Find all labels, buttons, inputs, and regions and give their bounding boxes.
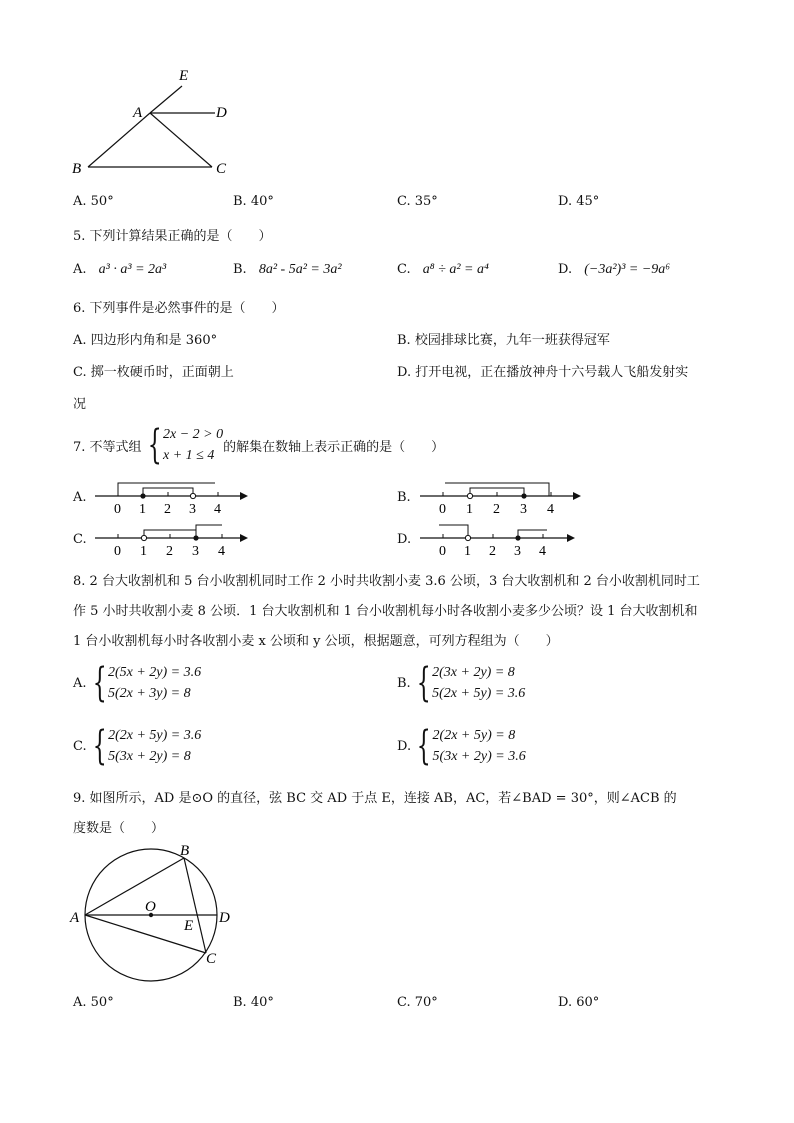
option-expr: a³ · a³ = 2a³ <box>98 262 167 277</box>
label-E: E <box>179 68 189 84</box>
option-letter: B. <box>397 675 411 691</box>
tick-3: 3 <box>189 502 196 517</box>
equation-line: 5(2x + 5y) = 3.6 <box>432 686 526 701</box>
equation-line: 5(3x + 2y) = 3.6 <box>432 749 526 764</box>
equation-line: 5(3x + 2y) = 8 <box>108 749 191 764</box>
tick-2: 2 <box>166 544 173 559</box>
q4-option-d[interactable]: D. 45° <box>558 194 600 209</box>
equation-system <box>108 662 201 704</box>
equation-line: 2(3x + 2y) = 8 <box>432 665 515 680</box>
q9-option-b[interactable]: B. 40° <box>233 995 274 1010</box>
q7-stem <box>73 424 444 466</box>
q7-option-b-number-line[interactable] <box>415 476 590 518</box>
tick-1: 1 <box>464 544 471 559</box>
option-letter: A. <box>73 262 87 277</box>
brace-icon: { <box>416 660 431 706</box>
q6-option-d[interactable]: D. 打开电视，正在播放神舟十六号载人飞船发射实 <box>397 365 689 380</box>
q8-option-a[interactable] <box>73 662 201 704</box>
brace-icon: { <box>416 723 431 769</box>
q7-option-d-letter[interactable]: D. <box>397 532 412 547</box>
q9-option-d[interactable]: D. 60° <box>558 995 600 1010</box>
tick-1: 1 <box>140 544 147 559</box>
q7-option-b-letter[interactable]: B. <box>397 490 411 505</box>
q8-stem-line-1: 8. 2 台大收割机和 5 台小收割机同时工作 2 小时共收割小麦 3.6 公顷，3 台大收割机和 2 台小收割机同时工 <box>73 574 700 589</box>
label-D: D <box>219 910 230 926</box>
q5-option-c[interactable] <box>397 262 489 278</box>
label-C: C <box>206 951 217 967</box>
q9-stem-line-1: 9. 如图所示，AD 是⊙O 的直径，弦 BC 交 AD 于点 E，连接 AB，AC，若∠BAD = 30°，则∠ACB 的 <box>73 791 677 806</box>
q5-option-d[interactable] <box>558 262 670 278</box>
q9-stem-line-2: 度数是（ ） <box>73 821 165 836</box>
q5-option-a[interactable] <box>73 262 166 278</box>
label-A: A <box>70 910 80 926</box>
equation-line: 2(5x + 2y) = 3.6 <box>107 665 202 680</box>
option-expr: 8a² - 5a² = 3a² <box>258 262 342 277</box>
q4-option-b[interactable]: B. 40° <box>233 194 274 209</box>
label-D: D <box>216 105 227 121</box>
q6-option-d-continuation: 况 <box>73 397 87 412</box>
tick-3: 3 <box>514 544 521 559</box>
q7-option-a-number-line[interactable] <box>90 476 260 518</box>
circle-figure <box>66 838 246 988</box>
label-C: C <box>216 161 227 177</box>
option-letter: D. <box>397 738 412 754</box>
q7-stem-suffix: 的解集在数轴上表示正确的是（ ） <box>223 439 445 455</box>
option-letter: A. <box>73 675 87 691</box>
tick-2: 2 <box>164 502 171 517</box>
tick-4: 4 <box>214 502 221 517</box>
tick-4: 4 <box>218 544 225 559</box>
q6-option-b[interactable]: B. 校园排球比赛，九年一班获得冠军 <box>397 333 610 348</box>
equation-line: 5(2x + 3y) = 8 <box>107 686 191 701</box>
equation-line: 2(2x + 5y) = 8 <box>432 728 516 743</box>
tick-3: 3 <box>192 544 199 559</box>
tick-0: 0 <box>439 502 446 517</box>
label-B: B <box>72 161 82 177</box>
option-expr: (−3a²)³ = −9a⁶ <box>584 262 671 277</box>
brace-icon: { <box>92 660 107 706</box>
q4-option-c[interactable]: C. 35° <box>397 194 438 209</box>
q4-option-a[interactable]: A. 50° <box>73 194 114 209</box>
tick-0: 0 <box>439 544 446 559</box>
tick-4: 4 <box>547 502 554 517</box>
label-O: O <box>145 899 156 915</box>
q8-stem-line-2: 作 5 小时共收割小麦 8 公顷．1 台大收割机和 1 台小收割机每小时各收割小麦多少公顷？设 1 台大收割机和 <box>73 604 698 619</box>
equation-system <box>433 725 526 767</box>
q7-system-line-1: 2x − 2 > 0 <box>163 427 224 442</box>
option-letter: C. <box>73 738 87 754</box>
equation-line: 2(2x + 5y) = 3.6 <box>108 728 202 743</box>
tick-4: 4 <box>539 544 546 559</box>
q6-option-c[interactable]: C. 掷一枚硬币时，正面朝上 <box>73 365 234 380</box>
q8-option-b[interactable] <box>397 662 525 704</box>
q7-system-line-2: x + 1 ≤ 4 <box>163 448 215 463</box>
q8-option-d[interactable] <box>397 725 526 767</box>
tick-2: 2 <box>489 544 496 559</box>
q7-option-a-letter[interactable]: A. <box>73 490 87 505</box>
q8-option-c[interactable] <box>73 725 201 767</box>
triangle-figure <box>60 60 260 185</box>
option-letter: B. <box>233 262 247 277</box>
option-letter: C. <box>397 262 411 277</box>
q7-stem-prefix: 7. 不等式组 <box>73 439 142 455</box>
q7-option-c-letter[interactable]: C. <box>73 532 87 547</box>
tick-3: 3 <box>520 502 527 517</box>
q6-option-a[interactable]: A. 四边形内角和是 360° <box>73 333 218 348</box>
tick-0: 0 <box>114 544 121 559</box>
equation-system <box>432 662 525 704</box>
tick-2: 2 <box>493 502 500 517</box>
q9-option-c[interactable]: C. 70° <box>397 995 438 1010</box>
q9-option-a[interactable]: A. 50° <box>73 995 114 1010</box>
q6-stem: 6. 下列事件是必然事件的是（ ） <box>73 301 285 316</box>
label-A: A <box>133 105 143 121</box>
label-B: B <box>180 843 190 859</box>
tick-1: 1 <box>139 502 146 517</box>
q5-option-b[interactable] <box>233 262 342 278</box>
tick-1: 1 <box>466 502 473 517</box>
q5-stem: 5. 下列计算结果正确的是（ ） <box>73 229 272 244</box>
option-letter: D. <box>558 262 573 277</box>
q8-stem-line-3: 1 台小收割机每小时各收割小麦 x 公顷和 y 公顷，根据题意，可列方程组为（ ） <box>73 634 559 649</box>
q7-option-c-number-line[interactable] <box>90 518 260 560</box>
brace-icon: { <box>147 422 162 468</box>
equation-system <box>108 725 201 767</box>
q7-option-d-number-line[interactable] <box>415 518 590 560</box>
label-E: E <box>184 918 194 934</box>
tick-0: 0 <box>114 502 121 517</box>
q7-system <box>163 424 223 466</box>
brace-icon: { <box>92 723 107 769</box>
option-expr: a⁸ ÷ a² = a⁴ <box>422 262 489 277</box>
